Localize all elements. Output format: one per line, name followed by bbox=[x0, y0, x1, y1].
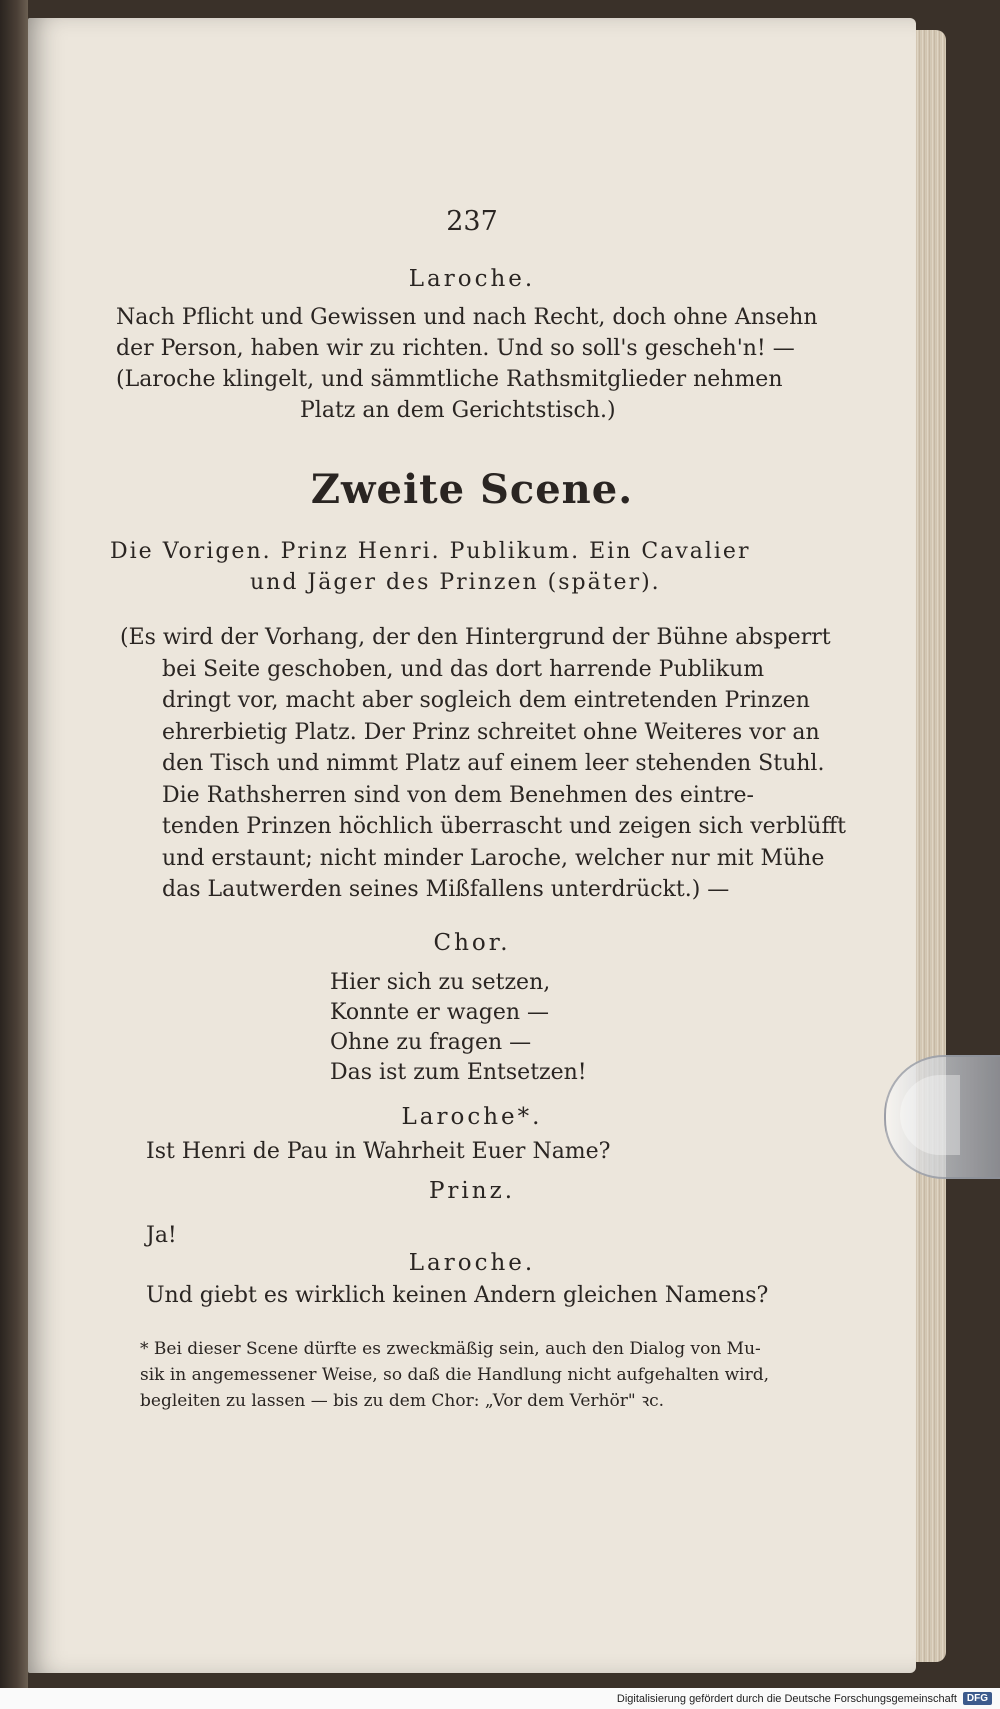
footnote-line: begleiten zu lassen — bis zu dem Chor: „Vor dem Verhör" ꝛc. bbox=[140, 1391, 665, 1411]
speaker-label: Laroche. bbox=[408, 1250, 536, 1276]
footnote-line: * Bei dieser Scene dürfte es zweckmäßig sein, auch den Dialog von Mu- bbox=[140, 1339, 761, 1359]
text-line: ehrerbietig Platz. Der Prinz schreitet ohne Weiteres vor an bbox=[162, 719, 820, 745]
footnote-line: sik in angemessener Weise, so daß die Handlung nicht aufgehalten wird, bbox=[140, 1365, 769, 1385]
page-stack-edge bbox=[916, 30, 946, 1662]
speaker-label: Laroche*. bbox=[401, 1104, 543, 1130]
dfg-logo: DFG bbox=[963, 1692, 992, 1705]
verse-line: Ohne zu fragen — bbox=[330, 1030, 532, 1055]
dialogue-line: Und giebt es wirklich keinen Andern gleichen Namens? bbox=[146, 1283, 769, 1308]
text-line: und erstaunt; nicht minder Laroche, welcher nur mit Mühe bbox=[162, 845, 825, 871]
cast-list bbox=[110, 536, 870, 598]
page-number: 237 bbox=[446, 206, 498, 237]
text-line: bei Seite geschoben, und das dort harrende Publikum bbox=[162, 656, 765, 682]
dialogue-paragraph bbox=[116, 302, 856, 426]
chorus-verse bbox=[330, 968, 730, 1088]
verse-line: Hier sich zu setzen, bbox=[330, 970, 551, 995]
book-spine-edge bbox=[0, 0, 28, 1709]
text-line: Platz an dem Gerichtstisch.) bbox=[300, 398, 616, 423]
text-line: und Jäger des Prinzen (später). bbox=[250, 570, 661, 595]
text-line: den Tisch und nimmt Platz auf einem leer stehenden Stuhl. bbox=[162, 751, 825, 776]
speaker-label: Prinz. bbox=[428, 1178, 516, 1204]
text-line: (Es wird der Vorhang, der den Hintergrund der Bühne absperrt bbox=[120, 625, 831, 650]
text-line: tenden Prinzen höchlich überrascht und zeigen sich verblüfft bbox=[162, 814, 846, 839]
page-clip bbox=[884, 1055, 1000, 1179]
footnote bbox=[140, 1336, 880, 1414]
text-line: Die Vorigen. Prinz Henri. Publikum. Ein Cavalier bbox=[110, 539, 751, 564]
text-line: Nach Pflicht und Gewissen und nach Recht, doch ohne Ansehn bbox=[116, 305, 818, 330]
clip-highlight bbox=[900, 1075, 960, 1155]
speaker-label: Laroche. bbox=[408, 266, 536, 292]
footer-bar bbox=[0, 1688, 1000, 1709]
text-line: der Person, haben wir zu richten. Und so soll's gescheh'n! — bbox=[116, 336, 795, 361]
book-page bbox=[28, 18, 916, 1673]
dialogue-line: Ist Henri de Pau in Wahrheit Euer Name? bbox=[146, 1139, 611, 1164]
dialogue-line: Ja! bbox=[146, 1223, 177, 1248]
speaker-label: Chor. bbox=[433, 930, 511, 956]
text-line: Die Rathsherren sind von dem Benehmen des eintre- bbox=[162, 782, 754, 808]
text-line: dringt vor, macht aber sogleich dem eintretenden Prinzen bbox=[162, 688, 810, 713]
footer-credit: Digitalisierung gefördert durch die Deutsche Forschungsgemeinschaft bbox=[616, 1692, 957, 1705]
verse-line: Das ist zum Entsetzen! bbox=[330, 1060, 587, 1085]
scene-title: Zweite Scene. bbox=[310, 466, 634, 513]
text-line: das Lautwerden seines Mißfallens unterdrückt.) — bbox=[162, 877, 730, 902]
stage-direction bbox=[120, 622, 880, 906]
verse-line: Konnte er wagen — bbox=[330, 1000, 550, 1025]
text-line: (Laroche klingelt, und sämmtliche Rathsmitglieder nehmen bbox=[116, 367, 783, 392]
